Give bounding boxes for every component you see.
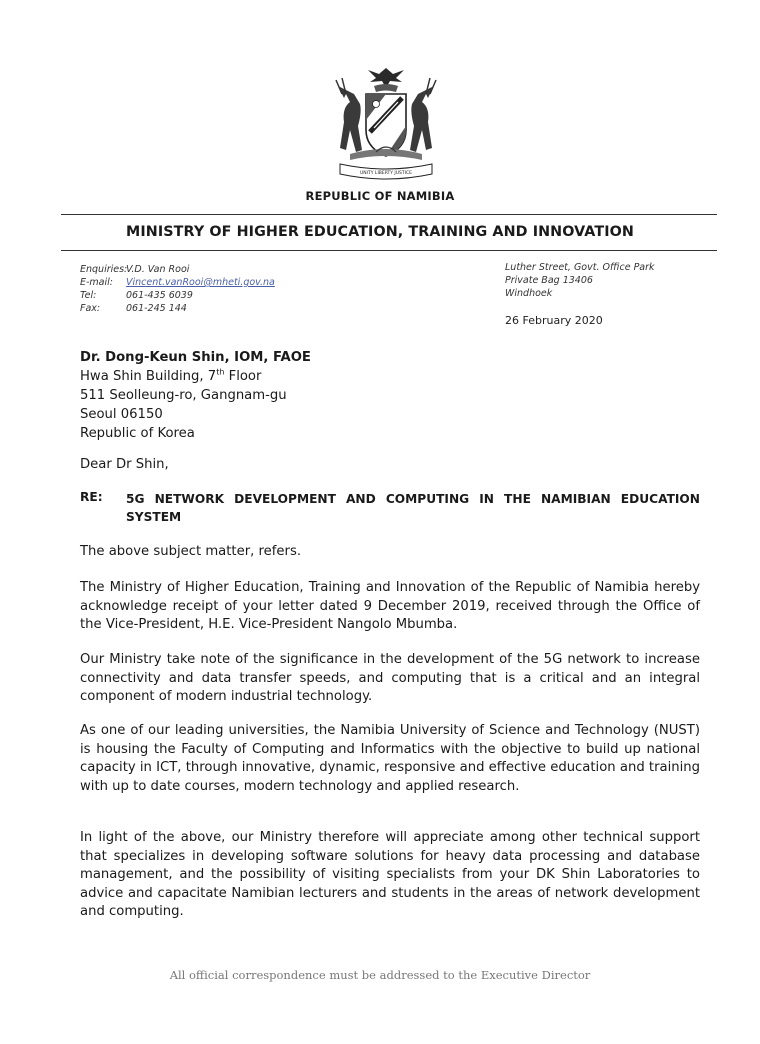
ministry-heading: MINISTRY OF HIGHER EDUCATION, TRAINING AND INNOVATION — [126, 224, 634, 240]
salutation: Dear Dr Shin, — [80, 457, 169, 472]
body-paragraph-5: In light of the above, our Ministry therefore will appreciate among other technical support that specializes in developing software solutions for heavy data processing and database management, and the possibility of visiting specialists from your DK Shin Laboratories to advice and capacitate Namibian lecturers and students in the areas of network development and computing. — [80, 830, 700, 919]
address-line-city: Windhoek — [505, 288, 553, 299]
subject-label: RE: — [80, 490, 103, 504]
contact-block — [80, 263, 275, 315]
recipient-building-text: Hwa Shin Building, 7 — [80, 369, 217, 384]
email-link[interactable]: Vincent.vanRooi@mheti.gov.na — [126, 277, 275, 288]
svg-text:UNITY LIBERTY JUSTICE: UNITY LIBERTY JUSTICE — [360, 171, 412, 176]
enquiries-value: V.D. Van Rooi — [126, 264, 190, 275]
body-paragraph-4: As one of our leading universities, the Namibia University of Science and Technology (NUST) is housing the Faculty of Computing and Informatics with the objective to build up national capacity in ICT, through innovative, dynamic, responsive and effective education and training with up to date courses, modern technology and applied research. — [80, 723, 700, 794]
namibia-coat-of-arms-icon — [330, 64, 442, 182]
republic-heading: REPUBLIC OF NAMIBIA — [305, 189, 455, 203]
letter-date: 26 February 2020 — [505, 314, 603, 327]
body-paragraph-3: Our Ministry take note of the significance in the development of the 5G network to increase connectivity and data transfer speeds, and computing that is a critical and an integral component of modern industrial technology. — [80, 652, 700, 704]
email-label: E-mail: — [80, 277, 113, 288]
fax-label: Fax: — [80, 303, 101, 314]
sender-address — [505, 261, 655, 300]
tel-value: 061-435 6039 — [126, 290, 193, 301]
contact-email — [80, 276, 275, 289]
recipient-building — [80, 367, 311, 386]
body-paragraph-1: The above subject matter, refers. — [80, 544, 302, 559]
contact-tel — [80, 289, 275, 302]
recipient-street: 511 Seolleung-ro, Gangnam-gu — [80, 388, 287, 403]
footer-note: All official correspondence must be addressed to the Executive Director — [169, 968, 591, 982]
tel-label: Tel: — [80, 290, 97, 301]
contact-enquiries — [80, 263, 275, 276]
header-rule-bottom — [61, 250, 717, 251]
address-line-bag: Private Bag 13406 — [505, 275, 593, 286]
fax-value: 061-245 144 — [126, 303, 187, 314]
address-line-street: Luther Street, Govt. Office Park — [505, 262, 655, 273]
recipient-city: Seoul 06150 — [80, 407, 163, 422]
enquiries-label: Enquiries: — [80, 264, 128, 275]
recipient-block — [80, 348, 311, 443]
floor-suffix: th — [216, 367, 225, 377]
recipient-name: Dr. Dong-Keun Shin, IOM, FAOE — [80, 350, 311, 365]
header-rule-top — [61, 214, 717, 215]
subject-line: 5G NETWORK DEVELOPMENT AND COMPUTING IN THE NAMIBIAN EDUCATION SYSTEM — [126, 492, 700, 524]
contact-fax — [80, 302, 275, 315]
body-paragraph-2: The Ministry of Higher Education, Training and Innovation of the Republic of Namibia hereby acknowledge receipt of your letter dated 9 December 2019, received through the Office of the Vice-President, H.E. Vice-President Nangolo Mbumba. — [80, 580, 700, 632]
recipient-floor-word: Floor — [224, 369, 262, 384]
recipient-country: Republic of Korea — [80, 426, 195, 441]
